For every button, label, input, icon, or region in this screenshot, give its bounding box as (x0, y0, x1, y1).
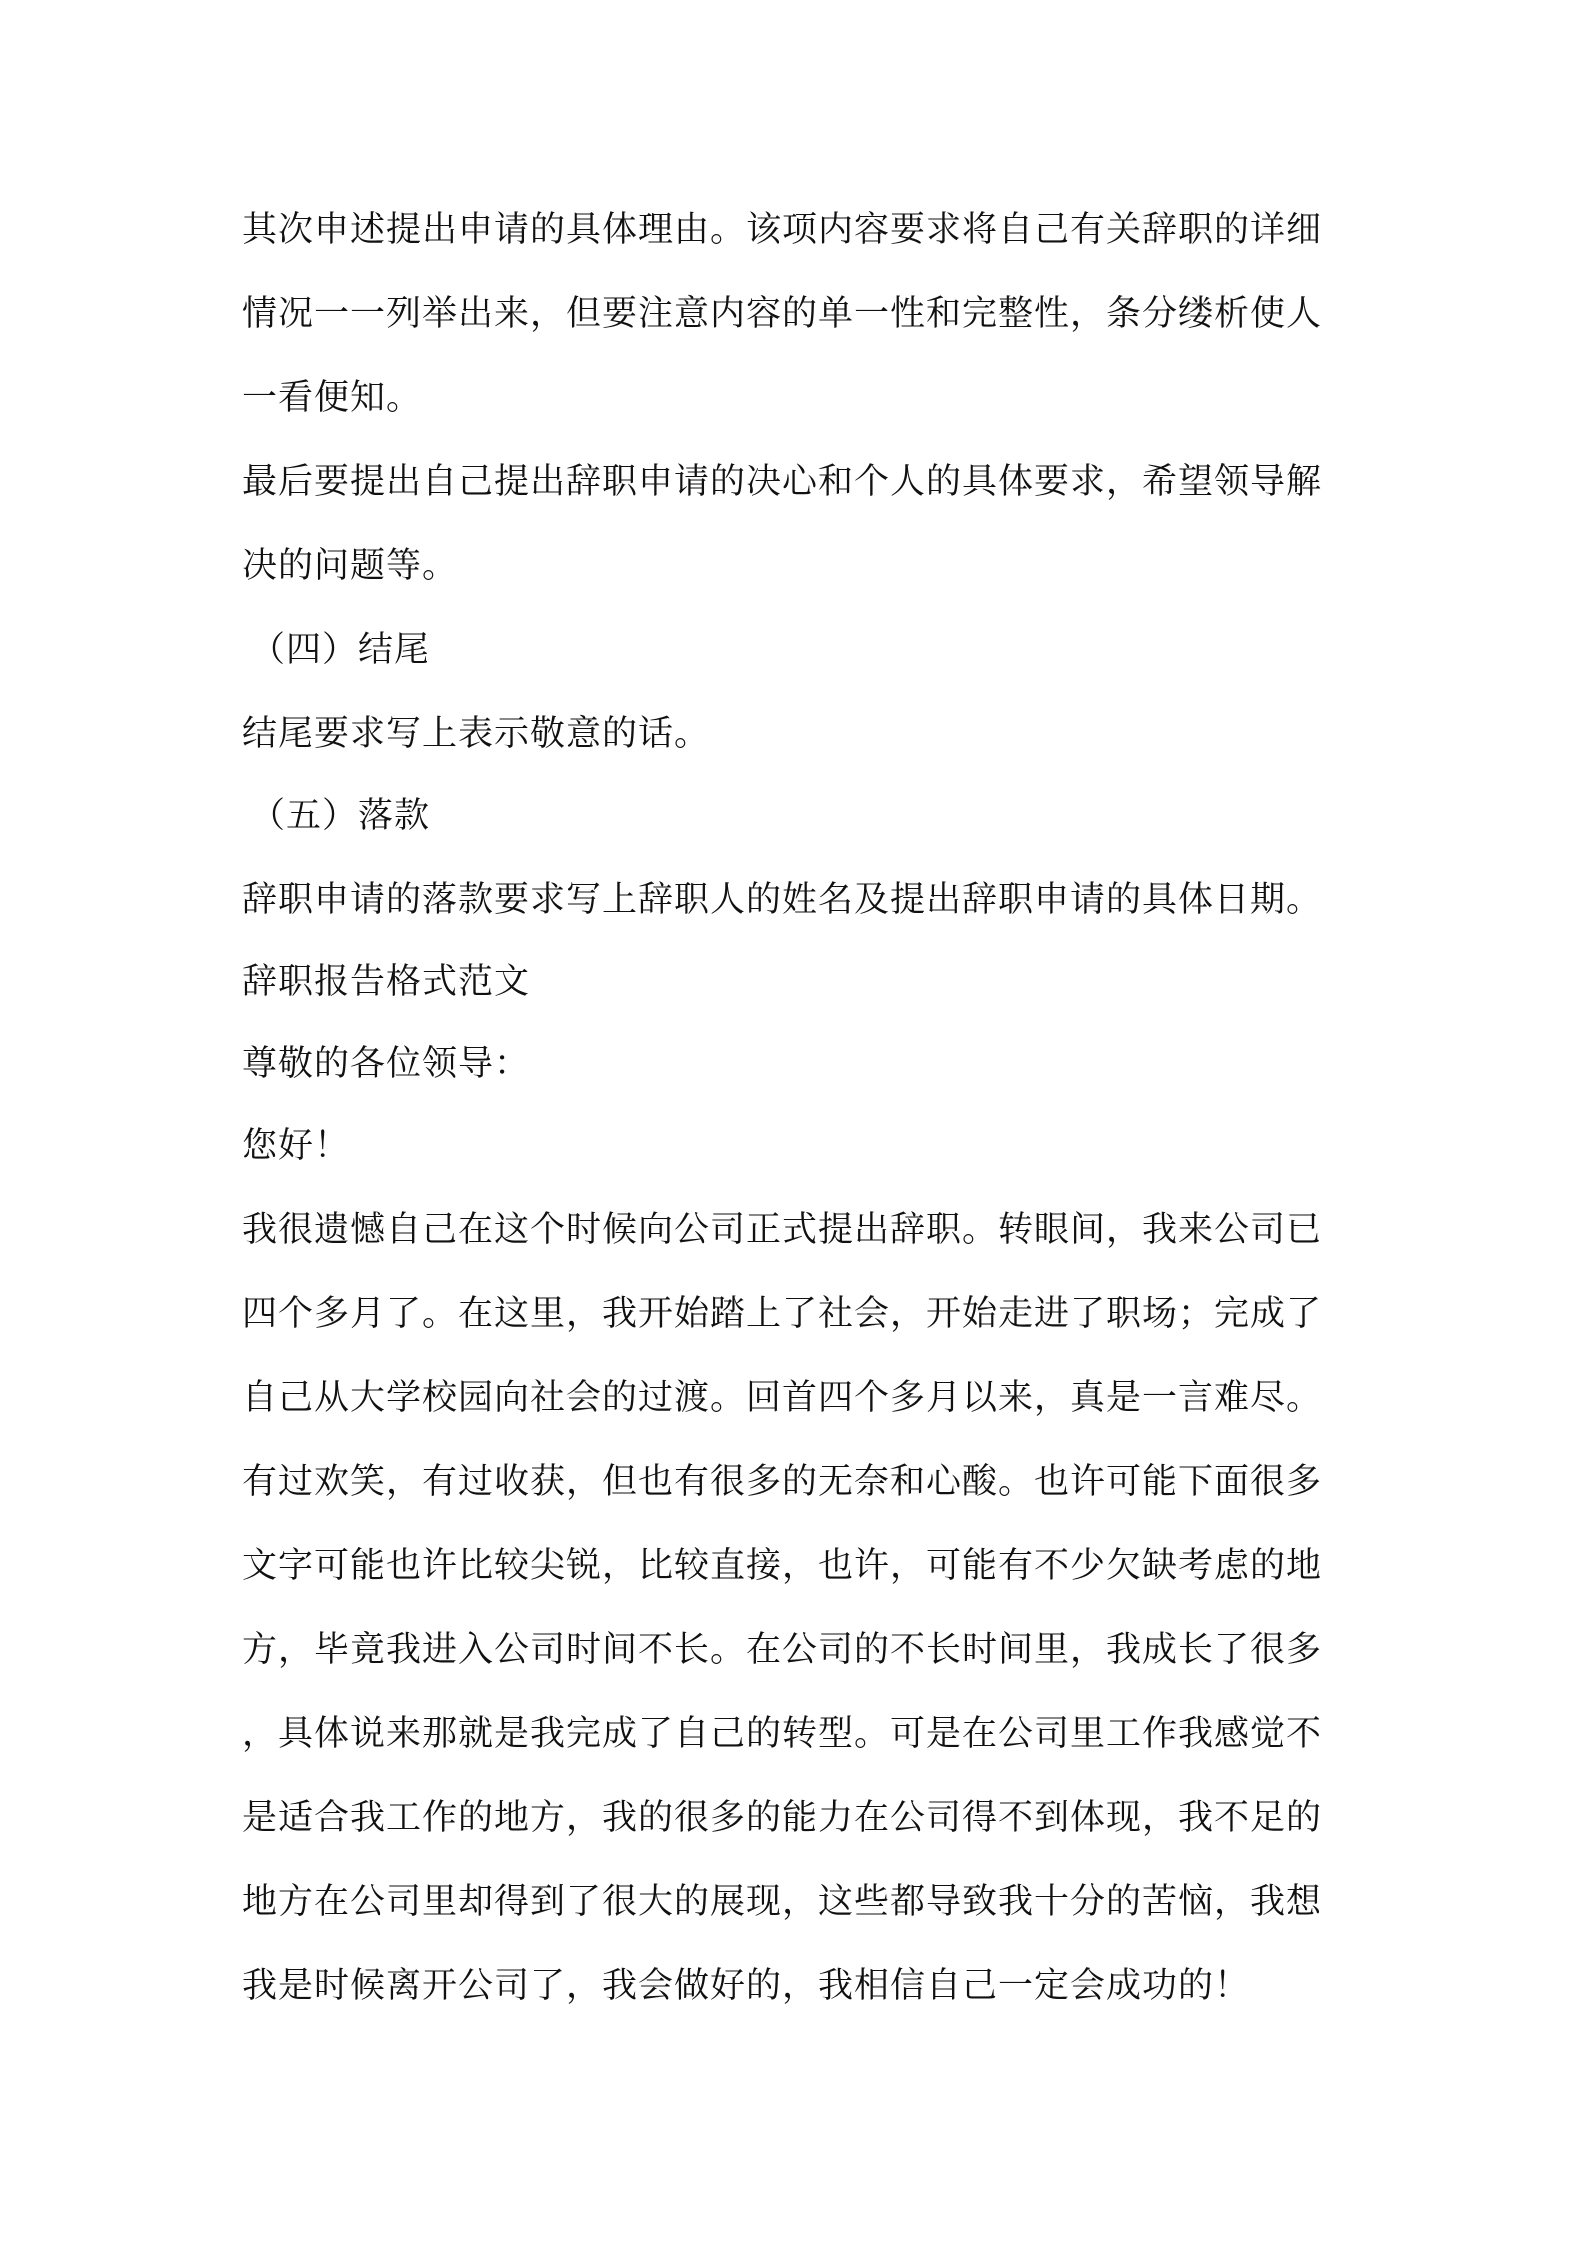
paragraph-line: 方，毕竟我进入公司时间不长。在公司的不长时间里，我成长了很多 (242, 1630, 1323, 1670)
paragraph-line: 最后要提出自己提出辞职申请的决心和个人的具体要求，希望领导解 (242, 462, 1323, 502)
paragraph-line: 其次申述提出申请的具体理由。该项内容要求将自己有关辞职的详细 (242, 210, 1323, 250)
paragraph-line: 我很遗憾自己在这个时候向公司正式提出辞职。转眼间，我来公司已 (242, 1210, 1323, 1250)
salutation: 尊敬的各位领导： (242, 1044, 531, 1084)
paragraph-line: 地方在公司里却得到了很大的展现，这些都导致我十分的苦恼，我想 (242, 1882, 1323, 1922)
paragraph-line: 是适合我工作的地方，我的很多的能力在公司得不到体现，我不足的 (242, 1798, 1323, 1838)
paragraph-line: 自己从大学校园向社会的过渡。回首四个多月以来，真是一言难尽。 (242, 1378, 1323, 1418)
section-heading: （四）结尾 (250, 630, 431, 670)
paragraph-line: 情况一一列举出来，但要注意内容的单一性和完整性，条分缕析使人 (242, 294, 1323, 334)
paragraph-line: 结尾要求写上表示敬意的话。 (242, 714, 711, 754)
paragraph-line: 辞职申请的落款要求写上辞职人的姓名及提出辞职申请的具体日期。 (242, 880, 1323, 920)
paragraph-line: 文字可能也许比较尖锐，比较直接，也许，可能有不少欠缺考虑的地 (242, 1546, 1323, 1586)
paragraph-line: 决的问题等。 (242, 546, 459, 586)
section-heading: （五）落款 (250, 796, 431, 836)
section-title: 辞职报告格式范文 (242, 962, 531, 1002)
paragraph-line: ，具体说来那就是我完成了自己的转型。可是在公司里工作我感觉不 (242, 1714, 1323, 1754)
paragraph-line: 有过欢笑，有过收获，但也有很多的无奈和心酸。也许可能下面很多 (242, 1462, 1323, 1502)
paragraph-line: 一看便知。 (242, 378, 423, 418)
greeting: 您好！ (242, 1126, 351, 1166)
paragraph-line: 四个多月了。在这里，我开始踏上了社会，开始走进了职场；完成了 (242, 1294, 1323, 1334)
paragraph-line: 我是时候离开公司了，我会做好的，我相信自己一定会成功的！ (242, 1966, 1251, 2006)
